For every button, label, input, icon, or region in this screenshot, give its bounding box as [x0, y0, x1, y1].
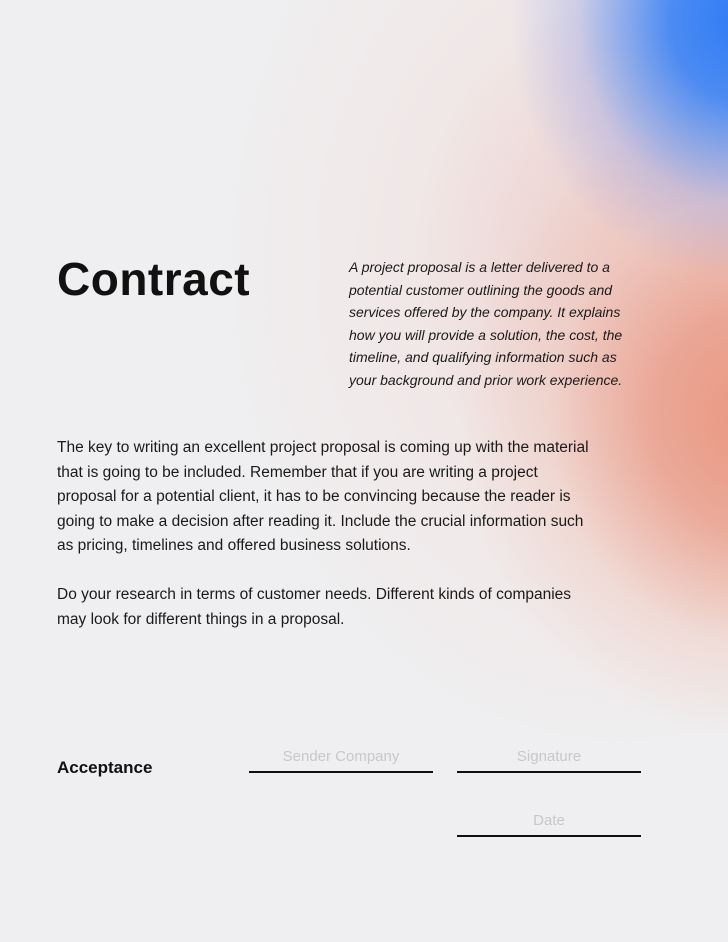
signature-field[interactable]: Signature — [457, 748, 641, 773]
body-line: proposal for a potential client, it has to be convincing because the reader is — [57, 488, 571, 505]
body-line: that is going to be included. Remember that if you are writing a project — [57, 463, 538, 481]
sender-company-field[interactable]: Sender Company — [249, 748, 433, 773]
body-text — [57, 436, 589, 657]
acceptance-label: Acceptance — [57, 758, 153, 777]
body-line: Do your research in terms of customer needs. Different kinds of companies — [57, 586, 572, 603]
body-line: The key to writing an excellent project proposal is coming up with the material — [57, 439, 589, 456]
intro-line: timeline, and qualifying information such as — [349, 349, 617, 365]
intro-line: services offered by the company. It explains — [349, 304, 621, 320]
body-line: going to make a decision after reading it. Include the crucial information such — [57, 512, 584, 530]
intro-text — [349, 256, 622, 391]
intro-line: your background and prior work experience. — [349, 371, 623, 388]
paragraph-2 — [57, 583, 589, 632]
intro-line: A project proposal is a letter delivered to a — [349, 259, 610, 275]
body-line: may look for different things in a proposal. — [57, 610, 345, 628]
intro-line: how you will provide a solution, the cost, the — [349, 326, 623, 343]
body-line: as pricing, timelines and offered business solutions. — [57, 537, 411, 554]
intro-line: potential customer outlining the goods and — [349, 281, 613, 298]
paragraph-1 — [57, 436, 589, 559]
page-title: Contract — [57, 253, 251, 305]
date-field[interactable]: Date — [457, 812, 641, 837]
